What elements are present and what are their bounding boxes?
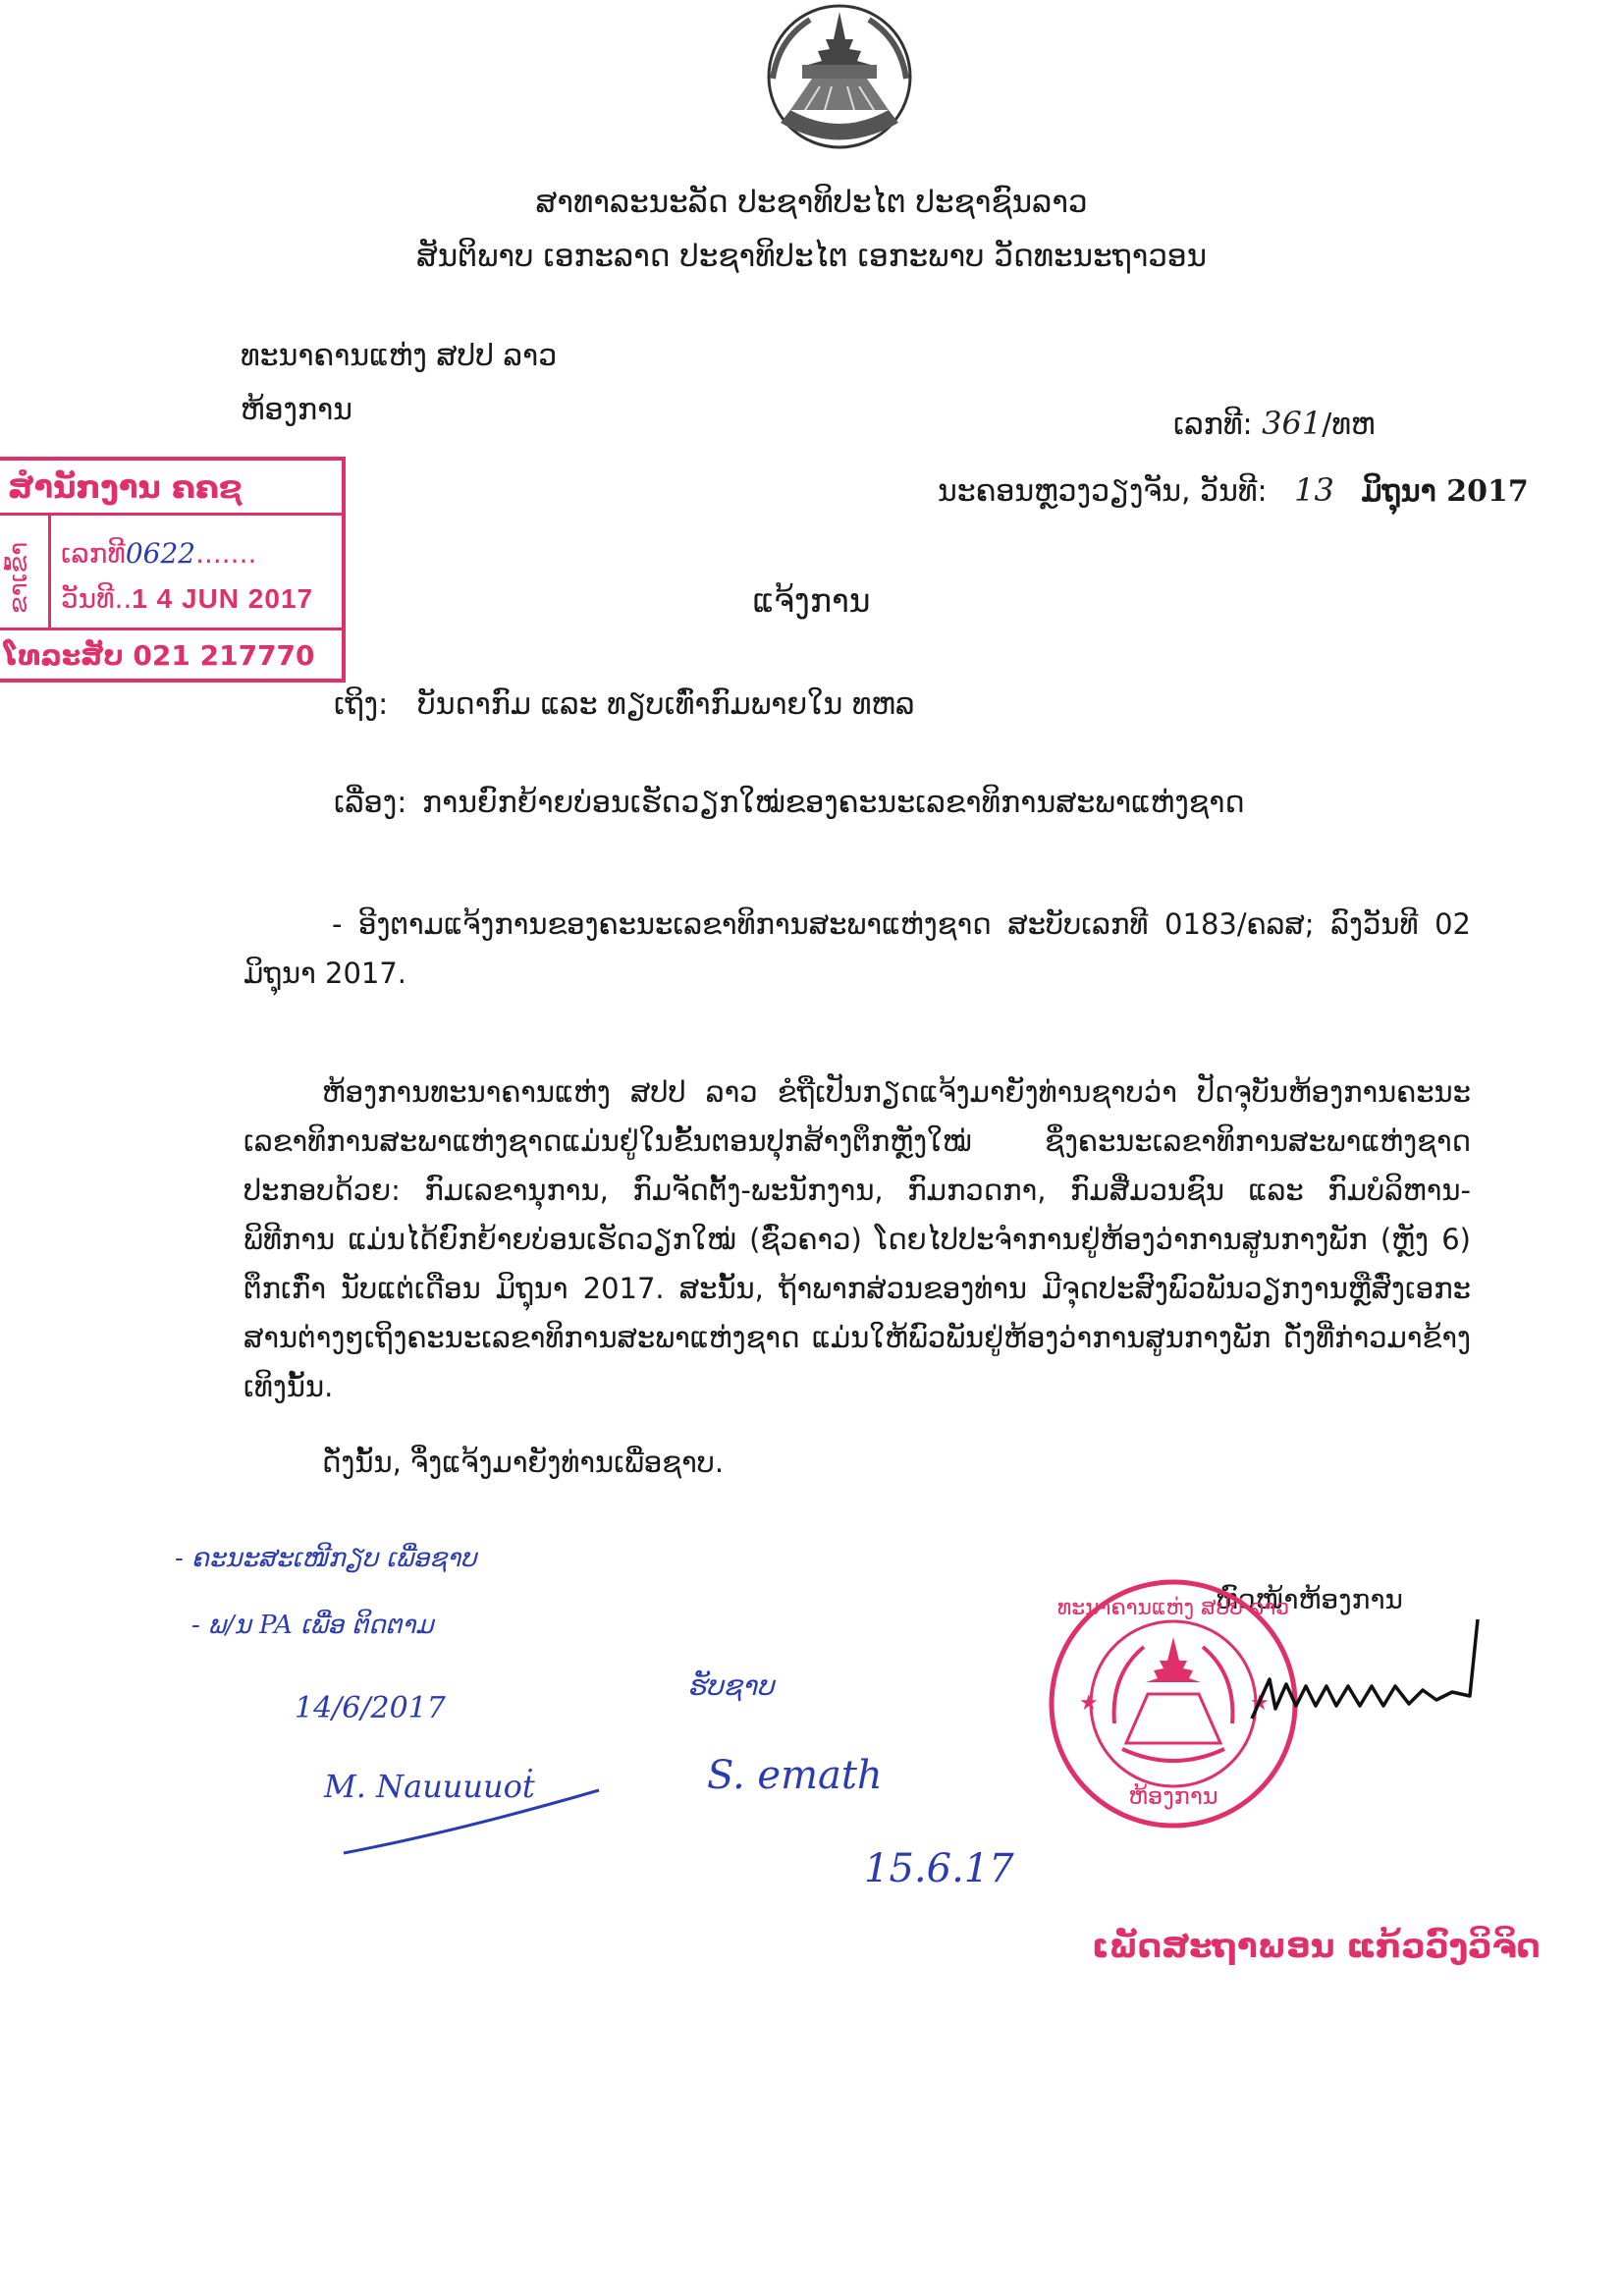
received-stamp-side-label: ຂາເຂົ້າ — [4, 541, 33, 614]
signatory-name: ເພັດສະຖາພອນ ແກ້ວວົງວິຈິດ — [1092, 1927, 1541, 1966]
letterhead-line2: ສັນຕິພາບ ເອກະລາດ ປະຊາທິປະໄຕ ເອກະພາບ ວັດທະນະຖາວອນ — [415, 239, 1208, 274]
handwritten-signature-2: S. emath — [707, 1753, 883, 1798]
seal-text: ທະນາຄານແຫ່ງ ສປປ ລາວ — [1056, 1596, 1290, 1620]
received-stamp-date-value: 1 4 JUN 2017 — [132, 583, 314, 614]
handwritten-underline — [339, 1782, 604, 1861]
subject-text: ການຍົກຍ້າຍບ່ອນເຮັດວຽກໃໝ່ຂອງຄະນະເລຂາທິການສະພາແຫ່ງຊາດ — [422, 786, 1245, 820]
received-stamp-date-label: ວັນທີ.. — [61, 582, 133, 615]
letterhead-line1: ສາທາລະນະລັດ ປະຊາທິປະໄຕ ປະຊາຊົນລາວ — [535, 185, 1088, 220]
handwritten-note-3: ຮັບຊາບ — [687, 1669, 775, 1702]
place-date — [938, 471, 1529, 510]
received-stamp-number: ເລກທີ0622....... — [61, 537, 257, 570]
handwritten-note-1: - ຄະນະສະເໜີກຽບ ເພື່ອຊາບ — [175, 1544, 477, 1573]
reference-number-value: 361 — [1262, 405, 1323, 442]
main-paragraph: ຫ້ອງການທະນາຄານແຫ່ງ ສປປ ລາວ ຂໍຖືເປັນກຽດແຈ້ງມາຍັງທ່ານຊາບວ່າ ປັດຈຸບັນຫ້ອງການຄະນະເລຂາທິການສະພາແຫ່ງຊາດແມ່ນຢູ່ໃນຂັ້ນຕອນປຸກສ້າງຕຶກຫຼັງໃໝ່ ຊຶ່ງຄະນະເລຂາທິການສະພາແຫ່ງຊາດ ປະກອບດ້ວຍ: ກົມເລຂານຸການ, ກົມຈັດຕັ້ງ-ພະນັກງານ, ກົມກວດກາ, ກົມສື່ມວນຊົນ ແລະ ກົມບໍລິຫານ-ພິທີການ ແມ່ນໄດ້ຍົກຍ້າຍບ່ອນເຮັດວຽກໃໝ່ (ຊົ່ວຄາວ) ໂດຍໄປປະຈຳການຢູ່ຫ້ອງວ່າການສູນກາງພັກ (ຫຼັງ 6) ຕຶກເກົ່າ ນັບແຕ່ເດືອນ ມິຖຸນາ 2017. ສະນັ້ນ, ຖ້າພາກສ່ວນຂອງທ່ານ ມີຈຸດປະສົງພົວພັນວຽກງານຫຼືສົ່ງເອກະສານຕ່າງໆເຖິງຄະນະເລຂາທິການສະພາແຫ່ງຊາດ ແມ່ນໃຫ້ພົວພັນຢູ່ຫ້ອງວ່າການສູນກາງພັກ ດັ່ງທີ່ກ່າວມາຂ້າງເທິງນັ້ນ. — [243, 1075, 1471, 1403]
handwritten-signature-1: M. Nauuuuoṫ — [324, 1768, 535, 1805]
date-month-year: ມິຖຸນາ 2017 — [1361, 474, 1529, 509]
signature-mark — [1242, 1615, 1488, 1738]
handwritten-date-2: 15.6.17 — [864, 1846, 1014, 1891]
document-title: ແຈ້ງການ — [752, 581, 871, 620]
received-stamp-number-value: 0622 — [125, 537, 196, 570]
subject-label: ເລື່ອງ: — [334, 786, 407, 820]
reference-number — [1173, 405, 1376, 443]
national-emblem — [751, 0, 928, 162]
signature-title: ຫົວໜ້າຫ້ອງການ — [1216, 1583, 1403, 1615]
received-stamp-header: ສຳນັກງານ ຄຄຊ — [0, 461, 342, 516]
svg-text:★: ★ — [1250, 1691, 1270, 1716]
received-stamp-number-label: ເລກທີ — [61, 537, 126, 570]
seal-bottom: ຫ້ອງການ — [1128, 1782, 1218, 1810]
closing-line: ດັ່ງນັ້ນ, ຈຶ່ງແຈ້ງມາຍັງທ່ານເພື່ອຊາບ. — [322, 1446, 725, 1479]
received-stamp-phone: ໂທລະສັບ 021 217770 — [0, 628, 342, 683]
handwritten-note-2: - ພ/ນ PA ເພື່ອ ຕິດຕາມ — [191, 1611, 434, 1640]
handwritten-date-1: 14/6/2017 — [295, 1691, 446, 1725]
reference-number-label: ເລກທີ: — [1173, 408, 1253, 442]
reference-number-suffix: /ທຫ — [1322, 408, 1376, 442]
sender-org: ທະນາຄານແຫ່ງ ສປປ ລາວ — [241, 339, 558, 373]
received-stamp — [0, 457, 346, 683]
reference-paragraph: - ອີງຕາມແຈ້ງການຂອງຄະນະເລຂາທິການສະພາແຫ່ງຊາດ ສະບັບເລກທີ 0183/ຄລສ; ລົງວັນທີ 02 ມິຖຸນາ 2017. — [243, 907, 1471, 990]
place-date-prefix: ນະຄອນຫຼວງວຽງຈັນ, ວັນທີ: — [938, 474, 1268, 509]
sender-dept: ຫ້ອງການ — [241, 393, 353, 427]
addressee-label: ເຖິງ: — [334, 687, 389, 722]
addressee-text: ບັນດາກົມ ແລະ ທຽບເທົ່າກົມພາຍໃນ ທຫລ — [417, 687, 915, 722]
date-day: 13 — [1294, 471, 1334, 509]
svg-text:★: ★ — [1079, 1691, 1099, 1716]
